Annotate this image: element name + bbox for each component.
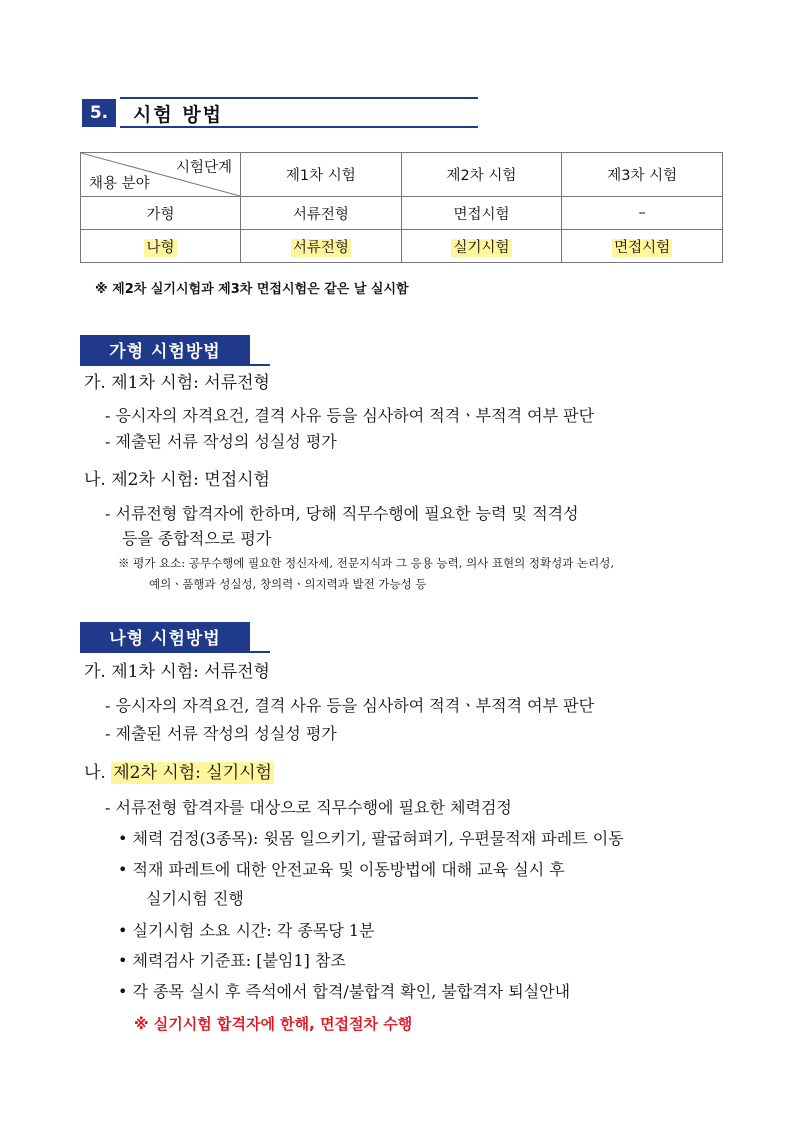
- corner-label-stage: 시험단계: [175, 160, 232, 176]
- row-stage3-cell: [562, 230, 723, 263]
- list-item: • 실기시험 소요 시간: 각 종목당 1분: [118, 921, 375, 940]
- type-a-badge-rule: [80, 364, 270, 366]
- table-row: [81, 197, 723, 230]
- header-stage1: 제1차 시험: [241, 153, 402, 197]
- final-note: ※ 실기시험 합격자에 한해, 면접절차 수행: [134, 1015, 413, 1033]
- list-item: • 각 종목 실시 후 즉석에서 합격/불합격 확인, 불합격자 퇴실안내: [118, 982, 571, 1001]
- section-title: 시험 방법: [133, 104, 224, 126]
- type-a-step2-title: 나. 제2차 시험: 면접시험: [84, 470, 270, 490]
- type-b-step1-title: 가. 제1차 시험: 서류전형: [84, 662, 270, 682]
- row-stage2: 면접시험: [401, 197, 562, 230]
- bullet-text: 체력 검정(3종목): 윗몸 일으키기, 팔굽혀펴기, 우편물적재 파레트 이동: [132, 829, 624, 848]
- row-stage1: 서류전형: [241, 197, 402, 230]
- list-item-cont: 실기시험 진행: [146, 889, 244, 908]
- exam-stage-table: [80, 152, 723, 263]
- type-b-step2-item: - 서류전형 합격자를 대상으로 직무수행에 필요한 체력검정: [105, 798, 512, 817]
- list-item: • 체력 검정(3종목): 윗몸 일으키기, 팔굽혀펴기, 우편물적재 파레트 이동: [118, 829, 624, 848]
- type-b-step2-prefix: 나.: [84, 763, 106, 783]
- header-stage3: 제3차 시험: [562, 153, 723, 197]
- section-rule-top: [120, 97, 478, 99]
- type-b-badge: 나형 시험방법: [80, 622, 250, 651]
- type-b-step2-title: 제2차 시험: 실기시험: [113, 763, 272, 783]
- type-a-step2-item: - 서류전형 합격자에 한하며, 당해 직무수행에 필요한 능력 및 적격성: [105, 504, 579, 523]
- row-field: 나형: [146, 239, 175, 256]
- bullet-text: 각 종목 실시 후 즉석에서 합격/불합격 확인, 불합격자 퇴실안내: [132, 982, 571, 1001]
- type-b-badge-rule: [80, 651, 270, 653]
- type-b-step2-heading: [84, 758, 274, 783]
- type-a-step1-item: - 제출된 서류 작성의 성실성 평가: [105, 432, 337, 451]
- type-a-step1-title: 가. 제1차 시험: 서류전형: [84, 373, 270, 393]
- row-field-cell: [81, 230, 241, 263]
- section-number: 5.: [82, 99, 116, 127]
- type-a-step1-item: - 응시자의 자격요건, 결격 사유 등을 심사하여 적격ㆍ부적격 여부 판단: [105, 406, 595, 425]
- table-header-row: [81, 153, 723, 197]
- bullet-text: 체력검사 기준표: [붙임1] 참조: [132, 951, 346, 970]
- table-row: [81, 230, 723, 263]
- table-note: ※ 제2차 실기시험과 제3차 면접시험은 같은 날 실시함: [95, 282, 409, 297]
- header-stage2: 제2차 시험: [401, 153, 562, 197]
- type-a-badge: 가형 시험방법: [80, 335, 250, 364]
- bullet-text: 실기시험 소요 시간: 각 종목당 1분: [132, 921, 375, 940]
- table-corner-cell: [81, 153, 241, 197]
- row-stage1-cell: [241, 230, 402, 263]
- bullet-text: 적재 파레트에 대한 안전교육 및 이동방법에 대해 교육 실시 후: [132, 860, 565, 879]
- type-b-step1-item: - 제출된 서류 작성의 성실성 평가: [105, 724, 337, 743]
- type-a-eval-note: ※ 평가 요소: 공무수행에 필요한 정신자세, 전문지식과 그 응용 능력, 의사 표현의 정확성과 논리성,: [118, 556, 615, 570]
- type-b-step1-item: - 응시자의 자격요건, 결격 사유 등을 심사하여 적격ㆍ부적격 여부 판단: [105, 696, 595, 715]
- row-stage3: –: [562, 197, 723, 230]
- row-stage2: 실기시험: [453, 239, 510, 256]
- list-item: • 체력검사 기준표: [붙임1] 참조: [118, 951, 346, 970]
- row-stage3: 면접시험: [614, 239, 671, 256]
- type-a-eval-note-cont: 예의ㆍ품행과 성실성, 창의력ㆍ의지력과 발전 가능성 등: [149, 577, 427, 591]
- list-item: • 적재 파레트에 대한 안전교육 및 이동방법에 대해 교육 실시 후: [118, 860, 565, 879]
- row-field: 가형: [81, 197, 241, 230]
- corner-label-field: 채용 분야: [89, 176, 150, 192]
- row-stage2-cell: [401, 230, 562, 263]
- row-stage1: 서류전형: [292, 239, 349, 256]
- section-rule-bottom: [120, 126, 478, 128]
- type-a-step2-item-cont: 등을 종합적으로 평가: [122, 529, 272, 548]
